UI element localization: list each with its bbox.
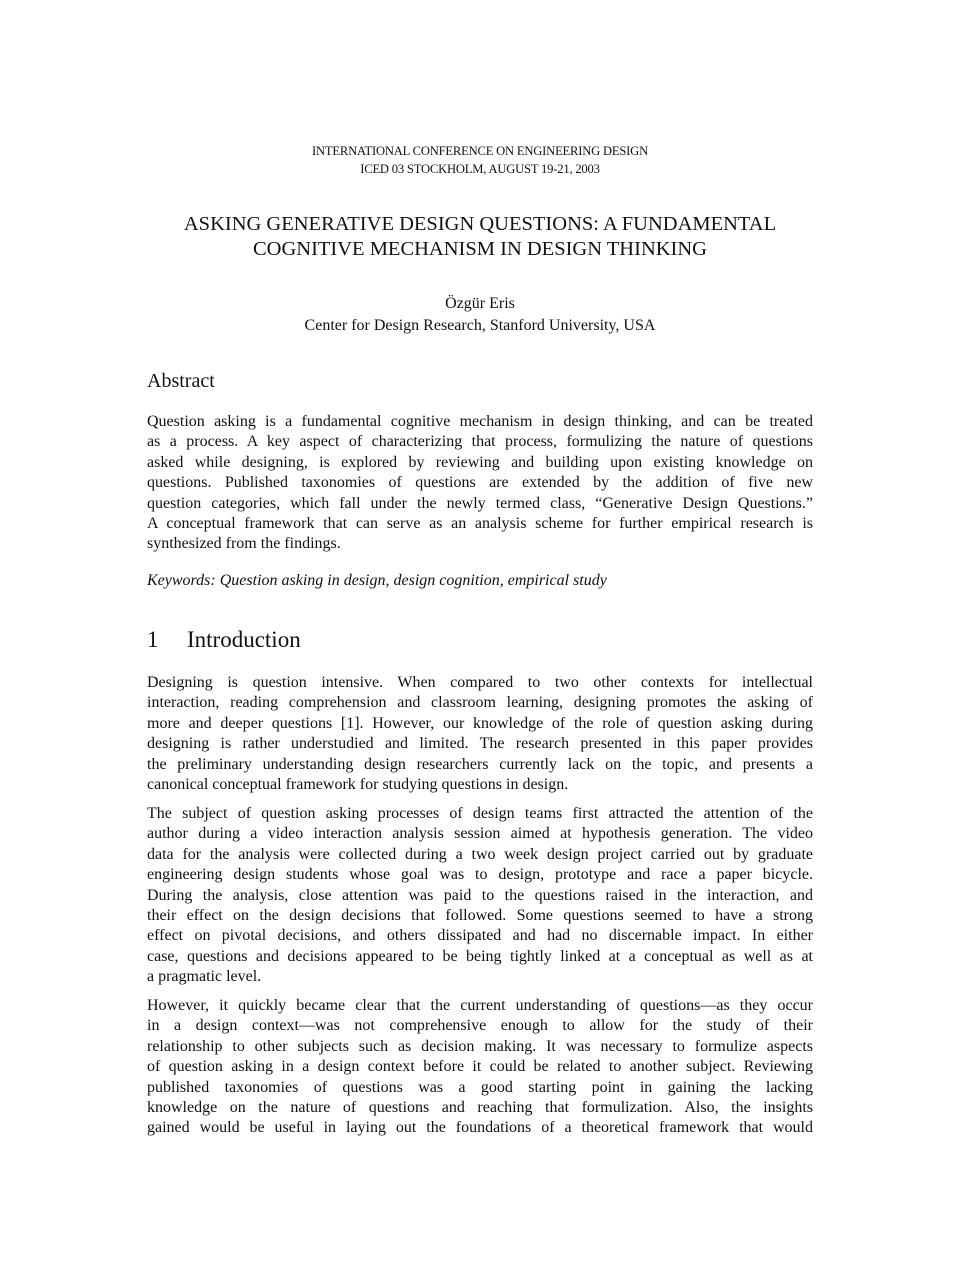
paragraph-line: in a design context—was not comprehensive enough to allow for the study of their: [147, 1017, 813, 1035]
paragraph-line: of question asking in a design context before it could be related to another subject. Reviewing: [147, 1058, 813, 1076]
paragraph-line: data for the analysis were collected during a two week design project carried out by graduate: [147, 845, 813, 863]
paragraph-line: author during a video interaction analysis session aimed at hypothesis generation. The video: [147, 825, 813, 843]
intro-paragraph-2: [147, 804, 813, 988]
abstract-line: questions. Published taxonomies of questions are extended by the addition of five new: [147, 474, 813, 492]
paragraph-line: a pragmatic level.: [147, 968, 262, 986]
section-title: Introduction: [187, 627, 301, 652]
abstract-line: Question asking is a fundamental cognitive mechanism in design thinking, and can be treated: [147, 413, 813, 430]
section-heading-introduction: [147, 627, 301, 653]
author-name: Özgür Eris: [445, 295, 515, 312]
paragraph-line: designing is rather understudied and limited. The research presented in this paper provides: [147, 735, 813, 753]
paragraph-line: During the analysis, close attention was paid to the questions raised in the interaction, and: [147, 886, 813, 904]
abstract-heading: Abstract: [147, 370, 215, 392]
paper-title-line-2: COGNITIVE MECHANISM IN DESIGN THINKING: [252, 238, 707, 260]
paper-title: [0, 212, 960, 262]
conference-name: INTERNATIONAL CONFERENCE ON ENGINEERING DESIGN: [312, 144, 648, 158]
abstract-line: A conceptual framework that can serve as an analysis scheme for further empirical research is: [147, 514, 813, 532]
paragraph-line: engineering design students whose goal was to design, prototype and race a paper bicycle.: [147, 866, 813, 884]
paragraph-line: However, it quickly became clear that the current understanding of questions—as they occur: [147, 997, 813, 1014]
paragraph-line: case, questions and decisions appeared to be being tightly linked at a conceptual as well as at: [147, 947, 813, 965]
author-affiliation: Center for Design Research, Stanford University, USA: [304, 317, 656, 334]
author-block: [0, 293, 960, 337]
paragraph-line: the preliminary understanding design researchers currently lack on the topic, and presents a: [147, 755, 813, 773]
paragraph-line: their effect on the design decisions that followed. Some questions seemed to have a strong: [147, 906, 813, 924]
abstract-paragraph: [147, 412, 813, 555]
paragraph-line: effect on pivotal decisions, and others dissipated and had no discernable impact. In either: [147, 927, 813, 945]
conference-location-date: ICED 03 STOCKHOLM, AUGUST 19-21, 2003: [360, 162, 600, 176]
paragraph-line: published taxonomies of questions was a good starting point in gaining the lacking: [147, 1078, 813, 1096]
paragraph-line: The subject of question asking processes of design teams first attracted the attention of the: [147, 805, 813, 822]
abstract-line: asked while designing, is explored by reviewing and building upon existing knowledge on: [147, 453, 813, 471]
paragraph-line: Designing is question intensive. When compared to two other contexts for intellectual: [147, 674, 813, 691]
paper-title-line-1: ASKING GENERATIVE DESIGN QUESTIONS: A FUNDAMENTAL: [183, 213, 777, 235]
abstract-line: as a process. A key aspect of characterizing that process, formulizing the nature of questions: [147, 433, 813, 451]
section-number: 1: [147, 627, 159, 652]
intro-paragraph-1: [147, 673, 813, 795]
abstract-line: synthesized from the findings.: [147, 535, 341, 553]
paragraph-line: canonical conceptual framework for studying questions in design.: [147, 775, 569, 793]
paragraph-line: interaction, reading comprehension and classroom learning, designing promotes the asking of: [147, 694, 813, 712]
paragraph-line: knowledge on the nature of questions and reaching that formulization. Also, the insights: [147, 1098, 813, 1116]
intro-paragraph-3: [147, 996, 813, 1139]
paragraph-line: gained would be useful in laying out the foundations of a theoretical framework that would: [147, 1119, 813, 1137]
keywords: Keywords: Question asking in design, design cognition, empirical study: [147, 572, 607, 589]
paragraph-line: more and deeper questions [1]. However, our knowledge of the role of question asking during: [147, 714, 813, 732]
abstract-line: question categories, which fall under the newly termed class, “Generative Design Questions.”: [147, 494, 813, 512]
paragraph-line: relationship to other subjects such as decision making. It was necessary to formulize aspects: [147, 1037, 813, 1055]
conference-header: [0, 142, 960, 178]
